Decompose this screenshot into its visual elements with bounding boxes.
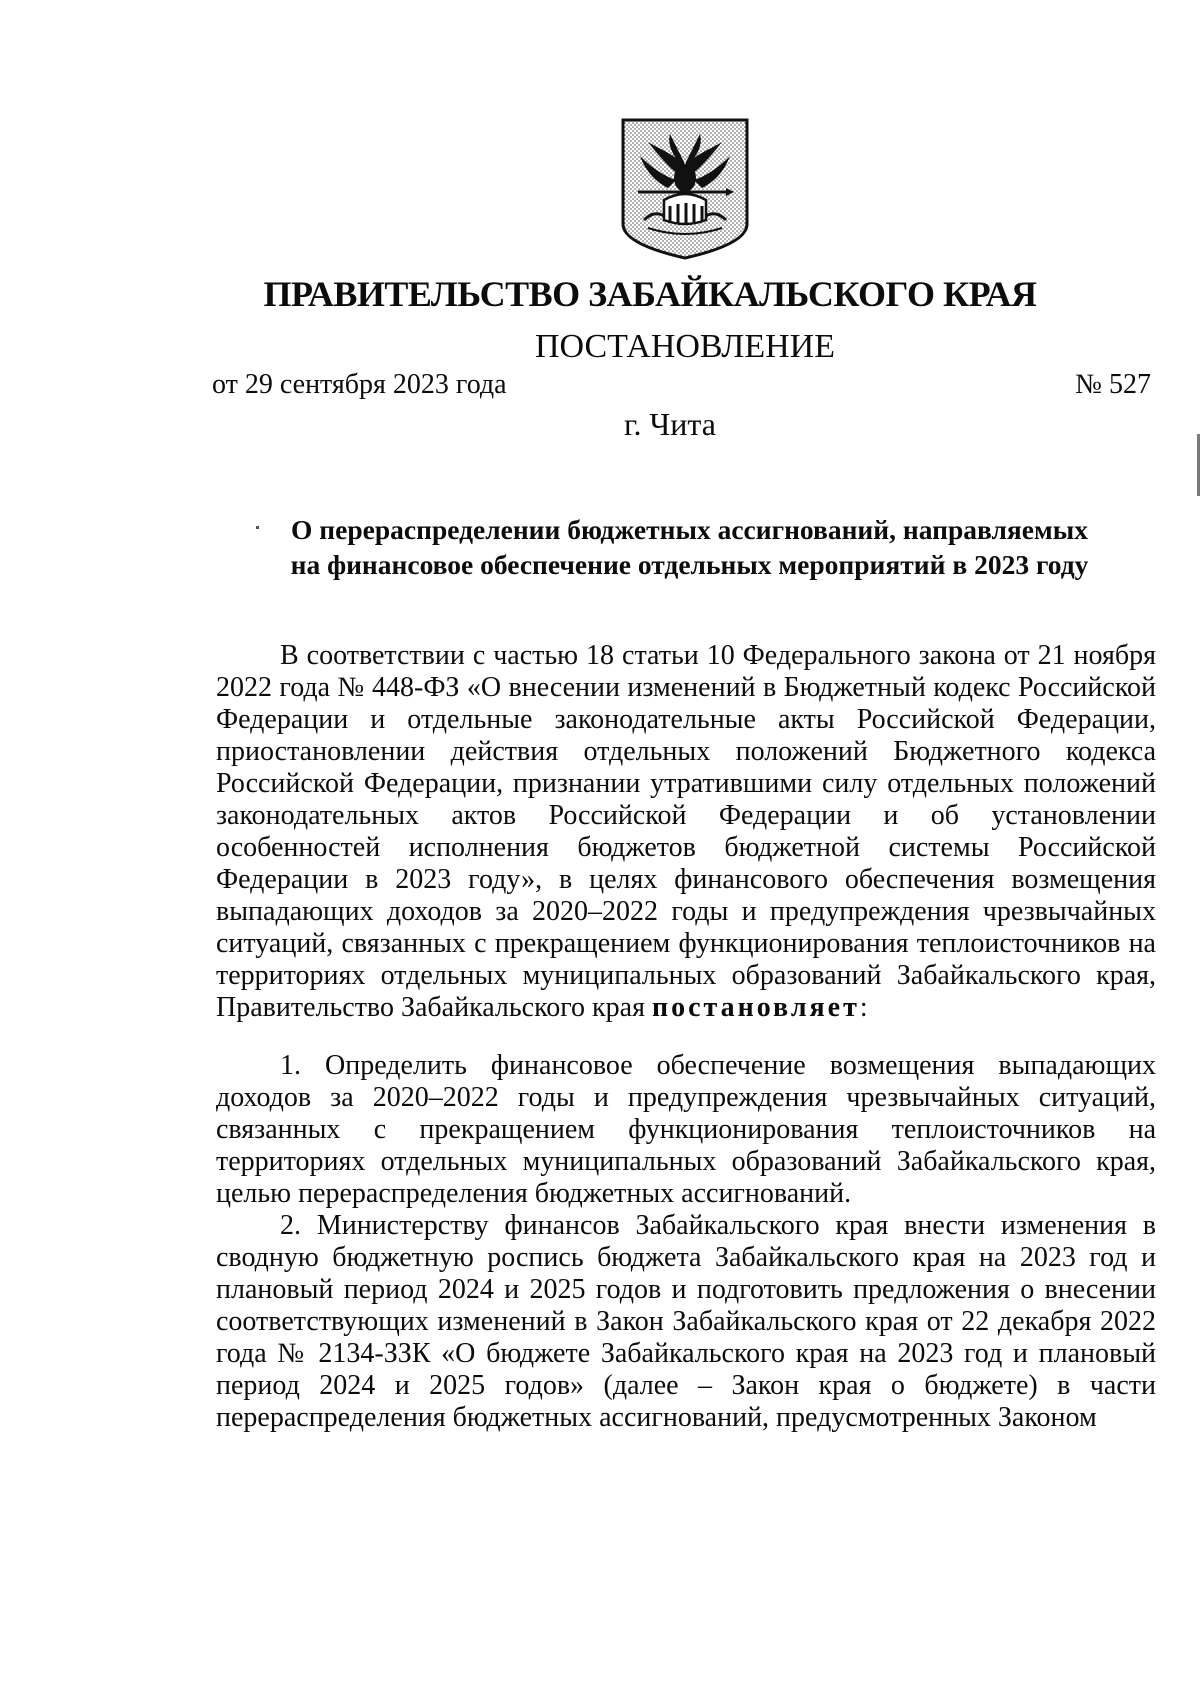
document-title	[212, 512, 1167, 582]
coat-of-arms-emblem-icon	[618, 116, 752, 262]
document-body	[216, 640, 1156, 1434]
preamble-text: В соответствии с частью 18 статьи 10 Федерального закона от 21 ноября 2022 года № 448-ФЗ «О внесении изменений в Бюджетный кодекс Российской Федерации и отдельные законодательные акты Российской Федерации, приостановлении действия отдельных положений Бюджетного кодекса Российской Федерации, признании утратившими силу отдельных положений законодательных актов Российской Федерации и об установлении особенностей исполнения бюджетов бюджетной системы Российской Федерации в 2023 году», в целях финансового обеспечения возмещения выпадающих доходов за 2020–2022 годы и предупреждения чрезвычайных ситуаций, связанных с прекращением функционирования теплоисточников на территориях отдельных муниципальных образований Забайкальского края, Правительство Забайкальского края	[216, 640, 1156, 1023]
document-type: ПОСТАНОВЛЕНИЕ	[534, 328, 836, 365]
document-city: г. Чита	[623, 406, 716, 442]
title-line-1: О перераспределении бюджетных ассигнований, направляемых	[291, 514, 1088, 545]
resolves-suffix: :	[859, 992, 868, 1023]
resolves-word: постановляет	[651, 992, 860, 1023]
organization-name: ПРАВИТЕЛЬСТВО ЗАБАЙКАЛЬСКОГО КРАЯ	[263, 274, 1037, 314]
item-2-paragraph: 2. Министерству финансов Забайкальского края внести изменения в сводную бюджетную роспись бюджета Забайкальского края на 2023 год и плановый период 2024 и 2025 годов и подготовить предложения о внесении соответствующих изменений в Закон Забайкальского края от 22 декабря 2022 года № 2134-ЗЗК «О бюджете Забайкальского края на 2023 год и плановый период 2024 и 2025 годов» (далее – Закон края о бюджете) в части перераспределения бюджетных ассигнований, предусмотренных Законом	[216, 1210, 1156, 1433]
preamble-paragraph	[216, 640, 1156, 1024]
item-1-paragraph: 1. Определить финансовое обеспечение возмещения выпадающих доходов за 2020–2022 годы и предупреждения чрезвычайных ситуаций, связанных с прекращением функционирования теплоисточников на территориях отдельных муниципальных образований Забайкальского края, целью перераспределения бюджетных ассигнований.	[216, 1050, 1156, 1209]
document-number: № 527	[1075, 369, 1151, 400]
document-date: от 29 сентября 2023 года	[212, 369, 507, 400]
title-line-2: на финансовое обеспечение отдельных мероприятий в 2023 году	[290, 549, 1089, 580]
